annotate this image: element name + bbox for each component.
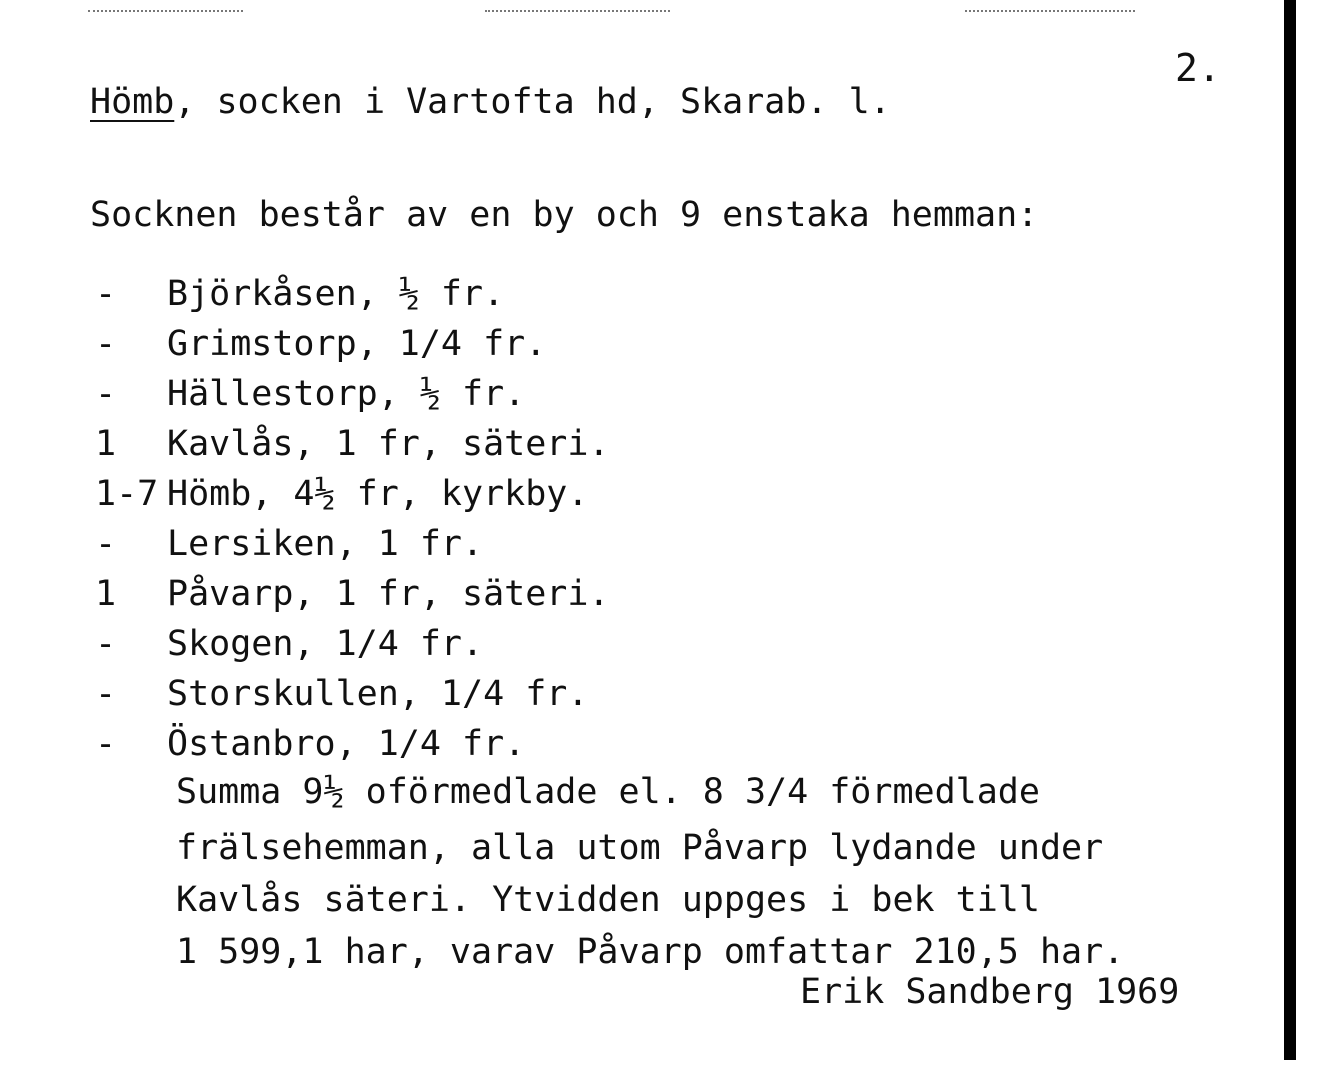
parish-name: Hömb (90, 82, 175, 122)
summary-line: Summa 9½ oförmedlade el. 8 3/4 förmedlade (176, 772, 1040, 812)
intro-text: Socknen består av en by och 9 enstaka hemman: (90, 195, 1039, 235)
farm-row (95, 424, 610, 464)
farm-count: - (95, 374, 117, 414)
farm-row (95, 674, 588, 714)
farm-count: - (95, 624, 117, 664)
farm-text: Storskullen, 1/4 fr. (167, 674, 589, 714)
farm-count: - (95, 274, 117, 314)
farm-row (95, 624, 483, 664)
farm-count: 1 (95, 424, 117, 464)
farm-count: - (95, 674, 117, 714)
farm-count: 1 (95, 574, 117, 614)
farm-count: - (95, 324, 117, 364)
signature: Erik Sandberg 1969 (800, 972, 1180, 1012)
farm-text: Skogen, 1/4 fr. (167, 624, 484, 664)
farm-row (95, 574, 610, 614)
farm-row (95, 374, 525, 414)
farm-count: - (95, 524, 117, 564)
farm-row (95, 524, 483, 564)
heading-rest: , socken i Vartofta hd, Skarab. l. (174, 82, 891, 122)
farm-text: Påvarp, 1 fr, säteri. (167, 574, 610, 614)
summary-line: 1 599,1 har, varav Påvarp omfattar 210,5 har. (176, 932, 1125, 972)
top-edge-mark (485, 10, 670, 14)
farm-text: Hömb, 4½ fr, kyrkby. (167, 474, 589, 514)
farm-row (95, 324, 546, 364)
farm-count: - (95, 724, 117, 764)
summary-line: Kavlås säteri. Ytvidden uppges i bek till (176, 880, 1040, 920)
top-edge-mark (965, 10, 1135, 14)
summary-line: frälsehemman, alla utom Påvarp lydande under (176, 828, 1104, 868)
card-heading (90, 82, 891, 122)
farm-text: Björkåsen, ½ fr. (167, 274, 505, 314)
farm-text: Hällestorp, ½ fr. (167, 374, 526, 414)
farm-row (95, 274, 504, 314)
top-edge-mark (88, 10, 243, 14)
farm-text: Lersiken, 1 fr. (167, 524, 484, 564)
farm-row (95, 724, 525, 764)
farm-text: Östanbro, 1/4 fr. (167, 724, 526, 764)
farm-text: Kavlås, 1 fr, säteri. (167, 424, 610, 464)
farm-text: Grimstorp, 1/4 fr. (167, 324, 547, 364)
farm-row (95, 474, 588, 514)
farm-count: 1-7 (95, 474, 159, 514)
card-number: 2. (1175, 46, 1221, 90)
card-right-edge (1284, 0, 1296, 1060)
